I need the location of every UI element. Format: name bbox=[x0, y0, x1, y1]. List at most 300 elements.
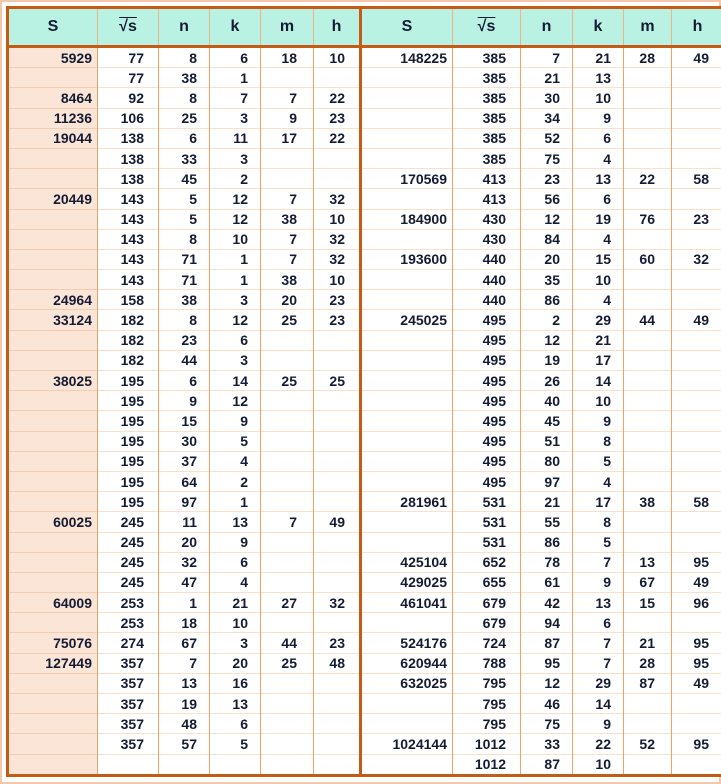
cell: 17 bbox=[573, 350, 624, 370]
cell: 32 bbox=[314, 249, 360, 269]
table-row bbox=[9, 552, 359, 572]
cell: 16 bbox=[210, 673, 261, 693]
cell bbox=[314, 148, 360, 168]
cell bbox=[9, 471, 98, 491]
cell: 195 bbox=[98, 391, 159, 411]
cell: 3 bbox=[210, 108, 261, 128]
cell: 75 bbox=[521, 148, 573, 168]
cell: 38 bbox=[159, 290, 210, 310]
cell: 19 bbox=[573, 209, 624, 229]
cell bbox=[314, 572, 360, 592]
cell: 12 bbox=[210, 209, 261, 229]
table-row bbox=[362, 371, 721, 391]
table-row bbox=[9, 189, 359, 209]
cell bbox=[9, 673, 98, 693]
cell bbox=[362, 451, 453, 471]
cell: 385 bbox=[453, 68, 521, 88]
column-header: h bbox=[672, 9, 721, 47]
table-row bbox=[362, 673, 721, 693]
cell: 138 bbox=[98, 169, 159, 189]
cell: 138 bbox=[98, 128, 159, 148]
cell: 22 bbox=[624, 169, 672, 189]
cell: 21 bbox=[624, 633, 672, 653]
cell bbox=[362, 88, 453, 108]
cell: 60 bbox=[624, 249, 672, 269]
cell: 67 bbox=[159, 633, 210, 653]
cell: 10 bbox=[573, 754, 624, 774]
cell bbox=[672, 148, 721, 168]
column-header: √s bbox=[98, 9, 159, 47]
cell bbox=[362, 108, 453, 128]
cell: 48 bbox=[159, 714, 210, 734]
cell bbox=[624, 754, 672, 774]
cell: 9 bbox=[210, 411, 261, 431]
cell: 495 bbox=[453, 350, 521, 370]
table-row bbox=[9, 734, 359, 754]
squares-table-right bbox=[362, 9, 721, 774]
cell: 23 bbox=[314, 310, 360, 330]
cell: 14 bbox=[210, 371, 261, 391]
cell bbox=[261, 330, 314, 350]
table-body-right bbox=[362, 47, 721, 774]
table-row bbox=[362, 209, 721, 229]
cell: 143 bbox=[98, 270, 159, 290]
cell: 495 bbox=[453, 451, 521, 471]
table-row bbox=[9, 249, 359, 269]
cell: 440 bbox=[453, 249, 521, 269]
cell: 138 bbox=[98, 148, 159, 168]
cell: 9 bbox=[573, 108, 624, 128]
cell: 10 bbox=[314, 47, 360, 68]
table-row bbox=[9, 108, 359, 128]
table-row bbox=[9, 270, 359, 290]
cell: 461041 bbox=[362, 593, 453, 613]
cell: 11 bbox=[210, 128, 261, 148]
table-row bbox=[362, 714, 721, 734]
table-row bbox=[362, 471, 721, 491]
cell bbox=[624, 189, 672, 209]
table-row bbox=[9, 411, 359, 431]
cell bbox=[9, 209, 98, 229]
cell bbox=[672, 391, 721, 411]
cell: 195 bbox=[98, 492, 159, 512]
cell: 1 bbox=[210, 68, 261, 88]
cell bbox=[314, 350, 360, 370]
cell: 17 bbox=[573, 492, 624, 512]
cell bbox=[261, 734, 314, 754]
table-row bbox=[9, 613, 359, 633]
cell: 15 bbox=[573, 249, 624, 269]
cell: 795 bbox=[453, 673, 521, 693]
column-header: √s bbox=[453, 9, 521, 47]
cell: 5 bbox=[573, 451, 624, 471]
cell: 385 bbox=[453, 108, 521, 128]
cell: 495 bbox=[453, 411, 521, 431]
cell: 49 bbox=[672, 572, 721, 592]
cell: 6 bbox=[573, 613, 624, 633]
cell bbox=[672, 411, 721, 431]
cell: 413 bbox=[453, 169, 521, 189]
cell: 95 bbox=[672, 734, 721, 754]
cell: 10 bbox=[314, 270, 360, 290]
cell: 92 bbox=[98, 88, 159, 108]
cell: 26 bbox=[521, 371, 573, 391]
cell: 23 bbox=[521, 169, 573, 189]
cell bbox=[362, 371, 453, 391]
cell: 12 bbox=[521, 209, 573, 229]
cell bbox=[624, 350, 672, 370]
cell bbox=[672, 532, 721, 552]
cell: 9 bbox=[159, 391, 210, 411]
cell bbox=[9, 734, 98, 754]
cell: 22 bbox=[314, 88, 360, 108]
cell: 95 bbox=[672, 653, 721, 673]
table-row bbox=[362, 108, 721, 128]
cell: 245025 bbox=[362, 310, 453, 330]
cell: 95 bbox=[521, 653, 573, 673]
cell: 49 bbox=[672, 673, 721, 693]
cell bbox=[9, 391, 98, 411]
cell: 13 bbox=[210, 694, 261, 714]
cell: 425104 bbox=[362, 552, 453, 572]
cell bbox=[159, 754, 210, 774]
cell bbox=[362, 148, 453, 168]
cell: 13 bbox=[573, 68, 624, 88]
cell: 25 bbox=[261, 653, 314, 673]
cell: 170569 bbox=[362, 169, 453, 189]
cell bbox=[362, 330, 453, 350]
table-row bbox=[9, 492, 359, 512]
cell: 19 bbox=[159, 694, 210, 714]
cell: 51 bbox=[521, 431, 573, 451]
cell: 44 bbox=[261, 633, 314, 653]
cell: 5 bbox=[159, 209, 210, 229]
cell: 127449 bbox=[9, 653, 98, 673]
header-row bbox=[9, 9, 359, 47]
cell: 1 bbox=[159, 593, 210, 613]
cell: 76 bbox=[624, 209, 672, 229]
cell bbox=[261, 451, 314, 471]
cell: 495 bbox=[453, 471, 521, 491]
cell: 96 bbox=[672, 593, 721, 613]
cell: 1 bbox=[210, 492, 261, 512]
cell: 44 bbox=[624, 310, 672, 330]
cell: 385 bbox=[453, 47, 521, 68]
cell: 18 bbox=[261, 47, 314, 68]
cell: 34 bbox=[521, 108, 573, 128]
table-row bbox=[362, 512, 721, 532]
cell: 49 bbox=[314, 512, 360, 532]
table-row bbox=[9, 128, 359, 148]
cell: 22 bbox=[573, 734, 624, 754]
cell: 25 bbox=[261, 310, 314, 330]
cell: 195 bbox=[98, 451, 159, 471]
cell: 71 bbox=[159, 270, 210, 290]
cell: 87 bbox=[624, 673, 672, 693]
cell bbox=[362, 411, 453, 431]
cell: 13 bbox=[624, 552, 672, 572]
cell bbox=[261, 492, 314, 512]
cell: 6 bbox=[573, 128, 624, 148]
cell: 5929 bbox=[9, 47, 98, 68]
cell: 13 bbox=[210, 512, 261, 532]
cell: 46 bbox=[521, 694, 573, 714]
cell bbox=[672, 350, 721, 370]
column-header: h bbox=[314, 9, 360, 47]
cell: 1 bbox=[210, 270, 261, 290]
cell: 22 bbox=[314, 128, 360, 148]
cell bbox=[672, 290, 721, 310]
cell bbox=[624, 68, 672, 88]
cell: 195 bbox=[98, 471, 159, 491]
cell bbox=[314, 431, 360, 451]
table-row bbox=[9, 633, 359, 653]
table-row bbox=[362, 290, 721, 310]
cell: 23 bbox=[672, 209, 721, 229]
cell: 8 bbox=[573, 431, 624, 451]
cell: 9 bbox=[573, 572, 624, 592]
cell bbox=[672, 471, 721, 491]
cell bbox=[9, 148, 98, 168]
cell: 182 bbox=[98, 350, 159, 370]
cell: 245 bbox=[98, 572, 159, 592]
cell: 32 bbox=[314, 189, 360, 209]
cell: 4 bbox=[573, 290, 624, 310]
cell: 32 bbox=[314, 229, 360, 249]
table-row bbox=[362, 310, 721, 330]
table-row bbox=[362, 330, 721, 350]
cell bbox=[210, 754, 261, 774]
table-row bbox=[9, 290, 359, 310]
table-header bbox=[9, 9, 359, 47]
cell: 6 bbox=[210, 714, 261, 734]
table-row bbox=[362, 270, 721, 290]
cell: 7 bbox=[210, 88, 261, 108]
cell: 4 bbox=[573, 148, 624, 168]
cell bbox=[672, 68, 721, 88]
cell: 7 bbox=[261, 229, 314, 249]
table-row bbox=[9, 754, 359, 774]
cell: 7 bbox=[521, 47, 573, 68]
cell: 430 bbox=[453, 209, 521, 229]
cell: 21 bbox=[521, 492, 573, 512]
cell: 8 bbox=[159, 47, 210, 68]
cell: 8 bbox=[159, 88, 210, 108]
cell bbox=[9, 431, 98, 451]
cell: 795 bbox=[453, 714, 521, 734]
cell: 58 bbox=[672, 492, 721, 512]
cell: 97 bbox=[159, 492, 210, 512]
cell bbox=[9, 492, 98, 512]
cell: 21 bbox=[573, 330, 624, 350]
table-row bbox=[362, 431, 721, 451]
table-row bbox=[9, 330, 359, 350]
cell: 19 bbox=[521, 350, 573, 370]
cell: 253 bbox=[98, 613, 159, 633]
column-header: k bbox=[573, 9, 624, 47]
cell: 531 bbox=[453, 492, 521, 512]
table-row bbox=[9, 431, 359, 451]
cell bbox=[672, 330, 721, 350]
table-row bbox=[362, 572, 721, 592]
cell bbox=[9, 451, 98, 471]
cell: 195 bbox=[98, 411, 159, 431]
table-row bbox=[9, 572, 359, 592]
cell: 2 bbox=[210, 471, 261, 491]
cell: 245 bbox=[98, 512, 159, 532]
cell bbox=[9, 169, 98, 189]
table-row bbox=[362, 229, 721, 249]
cell bbox=[624, 532, 672, 552]
cell bbox=[314, 391, 360, 411]
cell: 94 bbox=[521, 613, 573, 633]
cell bbox=[261, 431, 314, 451]
cell: 357 bbox=[98, 714, 159, 734]
cell: 4 bbox=[210, 572, 261, 592]
cell: 14 bbox=[573, 694, 624, 714]
cell bbox=[624, 694, 672, 714]
cell: 20 bbox=[159, 532, 210, 552]
cell: 21 bbox=[573, 47, 624, 68]
cell: 430 bbox=[453, 229, 521, 249]
cell bbox=[261, 694, 314, 714]
cell: 184900 bbox=[362, 209, 453, 229]
cell: 86 bbox=[521, 532, 573, 552]
cell: 5 bbox=[210, 431, 261, 451]
cell bbox=[624, 148, 672, 168]
table-row bbox=[362, 88, 721, 108]
cell: 281961 bbox=[362, 492, 453, 512]
cell: 64 bbox=[159, 471, 210, 491]
cell: 32 bbox=[159, 552, 210, 572]
cell bbox=[362, 350, 453, 370]
cell: 4 bbox=[210, 451, 261, 471]
cell: 253 bbox=[98, 593, 159, 613]
cell bbox=[672, 371, 721, 391]
cell: 80 bbox=[521, 451, 573, 471]
cell bbox=[362, 229, 453, 249]
cell: 7 bbox=[261, 512, 314, 532]
cell bbox=[362, 290, 453, 310]
cell: 38 bbox=[159, 68, 210, 88]
cell bbox=[362, 754, 453, 774]
cell: 87 bbox=[521, 633, 573, 653]
cell: 87 bbox=[521, 754, 573, 774]
cell: 182 bbox=[98, 330, 159, 350]
cell bbox=[314, 451, 360, 471]
cell: 195 bbox=[98, 371, 159, 391]
cell: 5 bbox=[573, 532, 624, 552]
cell: 24964 bbox=[9, 290, 98, 310]
cell bbox=[672, 754, 721, 774]
table-row bbox=[9, 593, 359, 613]
cell: 32 bbox=[672, 249, 721, 269]
cell: 3 bbox=[210, 350, 261, 370]
cell: 23 bbox=[314, 633, 360, 653]
cell bbox=[624, 431, 672, 451]
cell: 429025 bbox=[362, 572, 453, 592]
cell: 10 bbox=[210, 613, 261, 633]
cell bbox=[9, 350, 98, 370]
cell bbox=[624, 229, 672, 249]
table-header bbox=[362, 9, 721, 47]
table-row bbox=[362, 734, 721, 754]
cell bbox=[98, 754, 159, 774]
cell: 524176 bbox=[362, 633, 453, 653]
cell: 357 bbox=[98, 673, 159, 693]
cell bbox=[9, 714, 98, 734]
cell: 37 bbox=[159, 451, 210, 471]
cell: 531 bbox=[453, 512, 521, 532]
table-row bbox=[362, 552, 721, 572]
cell: 78 bbox=[521, 552, 573, 572]
cell: 7 bbox=[573, 552, 624, 572]
cell: 679 bbox=[453, 593, 521, 613]
cell: 15 bbox=[624, 593, 672, 613]
cell bbox=[261, 471, 314, 491]
cell bbox=[314, 471, 360, 491]
table-row bbox=[9, 148, 359, 168]
cell: 38025 bbox=[9, 371, 98, 391]
cell bbox=[672, 270, 721, 290]
cell: 77 bbox=[98, 68, 159, 88]
cell: 49 bbox=[672, 47, 721, 68]
table-row bbox=[362, 47, 721, 68]
cell bbox=[672, 128, 721, 148]
cell: 15 bbox=[159, 411, 210, 431]
cell bbox=[672, 88, 721, 108]
cell bbox=[9, 754, 98, 774]
table-row bbox=[9, 229, 359, 249]
cell: 495 bbox=[453, 310, 521, 330]
cell: 7 bbox=[261, 88, 314, 108]
cell: 2 bbox=[521, 310, 573, 330]
cell: 357 bbox=[98, 653, 159, 673]
cell bbox=[362, 694, 453, 714]
cell: 2 bbox=[210, 169, 261, 189]
cell: 21 bbox=[210, 593, 261, 613]
cell: 6 bbox=[210, 330, 261, 350]
cell bbox=[261, 169, 314, 189]
cell: 11236 bbox=[9, 108, 98, 128]
cell bbox=[672, 613, 721, 633]
cell: 9 bbox=[573, 714, 624, 734]
cell: 20 bbox=[261, 290, 314, 310]
cell: 13 bbox=[159, 673, 210, 693]
table-row bbox=[362, 169, 721, 189]
cell: 48 bbox=[314, 653, 360, 673]
cell: 12 bbox=[521, 673, 573, 693]
cell: 274 bbox=[98, 633, 159, 653]
cell: 17 bbox=[261, 128, 314, 148]
cell: 71 bbox=[159, 249, 210, 269]
cell: 679 bbox=[453, 613, 521, 633]
cell: 86 bbox=[521, 290, 573, 310]
cell: 9 bbox=[261, 108, 314, 128]
cell bbox=[672, 189, 721, 209]
cell bbox=[672, 714, 721, 734]
cell: 1012 bbox=[453, 754, 521, 774]
cell: 44 bbox=[159, 350, 210, 370]
table-row bbox=[9, 653, 359, 673]
table-row bbox=[9, 47, 359, 68]
table-row bbox=[9, 310, 359, 330]
cell bbox=[261, 673, 314, 693]
cell: 11 bbox=[159, 512, 210, 532]
cell: 40 bbox=[521, 391, 573, 411]
cell: 35 bbox=[521, 270, 573, 290]
cell: 385 bbox=[453, 88, 521, 108]
